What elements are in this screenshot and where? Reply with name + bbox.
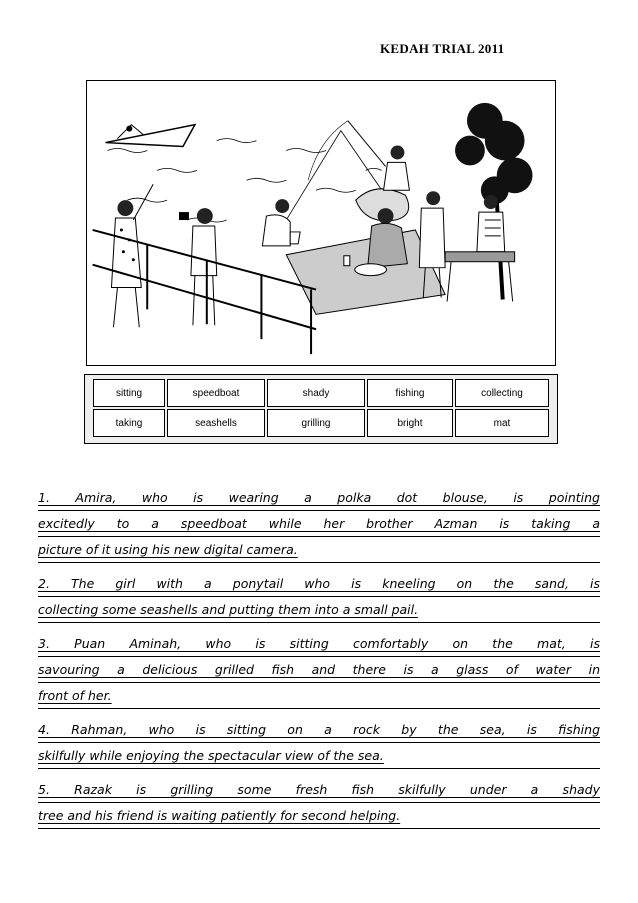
answer-line: 2. The girl with a ponytail who is kneeling on the sand, is <box>38 571 600 597</box>
page-header: KEDAH TRIAL 2011 <box>380 41 505 56</box>
word-speedboat: speedboat <box>167 379 265 407</box>
word-collecting: collecting <box>455 379 549 407</box>
answer-4 <box>38 717 600 769</box>
word-taking: taking <box>93 409 165 437</box>
word-seashells: seashells <box>167 409 265 437</box>
answer-line: excitedly to a speedboat while her brother Azman is taking a <box>38 511 600 537</box>
answer-paragraphs <box>38 485 600 837</box>
answer-3 <box>38 631 600 709</box>
answer-5 <box>38 777 600 829</box>
answer-line: skilfully while enjoying the spectacular view of the sea. <box>38 743 600 769</box>
answer-line: tree and his friend is waiting patiently for second helping. <box>38 803 600 829</box>
word-grilling: grilling <box>267 409 365 437</box>
word-bank <box>84 374 558 444</box>
answer-line: 5. Razak is grilling some fresh fish skilfully under a shady <box>38 777 600 803</box>
answer-line: front of her. <box>38 683 600 709</box>
word-bank-grid <box>92 378 550 438</box>
word-mat: mat <box>455 409 549 437</box>
answer-2 <box>38 571 600 623</box>
word-sitting: sitting <box>93 379 165 407</box>
beach-scene-illustration <box>86 80 556 366</box>
word-shady: shady <box>267 379 365 407</box>
answer-line: 1. Amira, who is wearing a polka dot blouse, is pointing <box>38 485 600 511</box>
answer-line: 3. Puan Aminah, who is sitting comfortably on the mat, is <box>38 631 600 657</box>
answer-line: savouring a delicious grilled fish and there is a glass of water in <box>38 657 600 683</box>
answer-1 <box>38 485 600 563</box>
answer-line: collecting some seashells and putting them into a small pail. <box>38 597 600 623</box>
word-bright: bright <box>367 409 453 437</box>
answer-line: picture of it using his new digital camera. <box>38 537 600 563</box>
answer-line: 4. Rahman, who is sitting on a rock by the sea, is fishing <box>38 717 600 743</box>
word-fishing: fishing <box>367 379 453 407</box>
beach-scene-drawing <box>87 81 555 365</box>
